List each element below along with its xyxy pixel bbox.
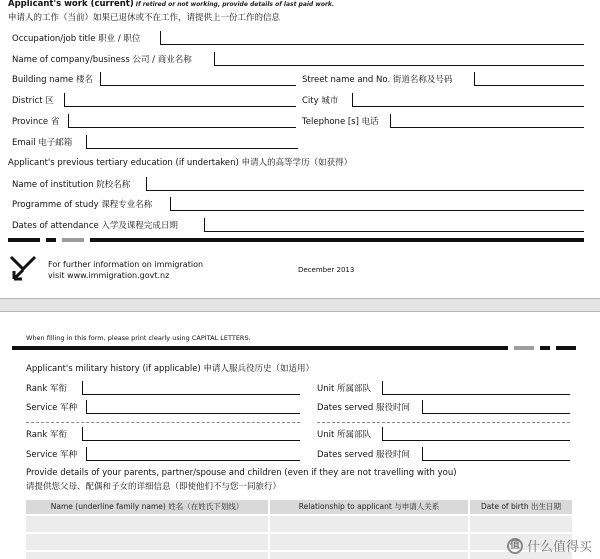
province-label: Province 省 xyxy=(12,117,60,127)
programme-label: Programme of study 课程专业名称 xyxy=(12,200,153,210)
table-row xyxy=(26,516,572,532)
divider-bar xyxy=(46,238,56,242)
military-heading: Applicant's military history (if applicable) 申请人服兵役历史（如适用） xyxy=(26,364,314,374)
rank-label: Rank 军衔 xyxy=(26,430,67,440)
company-label: Name of company/business 公司 / 商业名称 xyxy=(12,55,192,65)
relationship-cell[interactable] xyxy=(270,516,470,532)
table-row xyxy=(26,552,572,559)
family-heading-zh: 请提供您父母、配偶和子女的详细信息（即使他们不与您一同旅行） xyxy=(26,482,282,492)
column-header-dob: Date of birth 出生日期 xyxy=(481,502,561,511)
occupation-label: Occupation/job title 职业 / 职位 xyxy=(12,34,141,44)
province-field[interactable] xyxy=(68,114,296,128)
form-date: December 2013 xyxy=(298,266,355,274)
dob-cell[interactable] xyxy=(470,516,572,532)
watermark-text: 什么值得买 xyxy=(526,540,592,555)
city-label: City 城市 xyxy=(302,96,339,106)
attendance-label: Dates of attendance 入学及课程完成日期 xyxy=(12,221,178,231)
district-field[interactable] xyxy=(64,93,296,107)
unit-field[interactable] xyxy=(382,381,570,395)
rank-label: Rank 军衔 xyxy=(26,384,67,394)
service-label: Service 军种 xyxy=(26,403,78,413)
occupation-field[interactable] xyxy=(160,31,584,45)
building-label: Building name 楼名 xyxy=(12,75,93,85)
page-separator xyxy=(0,298,600,312)
street-label: Street name and No. 街道名称及号码 xyxy=(302,75,453,85)
name-cell[interactable] xyxy=(26,516,270,532)
attendance-field[interactable] xyxy=(204,218,584,232)
institution-label: Name of institution 院校名称 xyxy=(12,180,131,190)
dates-served-label: Dates served 服役时间 xyxy=(317,403,410,413)
name-cell[interactable] xyxy=(26,552,270,559)
service-field[interactable] xyxy=(86,400,300,414)
divider-bar xyxy=(8,238,40,242)
unit-label: Unit 所属部队 xyxy=(317,430,372,440)
divider-bar xyxy=(514,346,534,350)
building-field[interactable] xyxy=(100,72,296,86)
city-field[interactable] xyxy=(352,93,584,107)
family-heading: Provide details of your parents, partner/spouse and children (even if they are not travelling with you) xyxy=(26,468,457,478)
table-row xyxy=(26,534,572,550)
unit-label: Unit 所属部队 xyxy=(317,384,372,394)
relationship-cell[interactable] xyxy=(270,552,470,559)
watermark xyxy=(507,536,592,555)
work-heading: Applicant's work (current) If retired or not working, provide details of last paid work. xyxy=(8,0,335,9)
watermark-logo-icon: 值 xyxy=(507,538,523,554)
column-header-name: Name (underline family name) 姓名（在姓氏下划线） xyxy=(26,500,270,514)
email-field[interactable] xyxy=(86,135,298,149)
divider-bar xyxy=(62,238,84,242)
institution-field[interactable] xyxy=(146,177,584,191)
rank-field[interactable] xyxy=(82,427,300,441)
email-label: Email 电子邮箱 xyxy=(12,138,73,148)
service-field[interactable] xyxy=(86,447,300,461)
programme-field[interactable] xyxy=(170,197,584,211)
divider-bar xyxy=(540,346,550,350)
divider-bar xyxy=(556,346,576,350)
name-cell[interactable] xyxy=(26,534,270,550)
column-header-relationship: Relationship to applicant 与申请人关系 xyxy=(270,500,470,514)
immigration-nz-logo-icon xyxy=(8,254,38,282)
dates-served-label: Dates served 服役时间 xyxy=(317,450,410,460)
telephone-field[interactable] xyxy=(390,114,584,128)
info-line-1: For further information on immigration xyxy=(48,260,204,269)
dates-served-field[interactable] xyxy=(422,400,570,414)
form-page-2 xyxy=(0,312,600,559)
telephone-label: Telephone [s] 电话 xyxy=(302,117,379,127)
work-heading-zh: 申请人的工作（当前）如果已退休或不在工作，请提供上一份工作的信息 xyxy=(8,13,281,23)
rank-field[interactable] xyxy=(82,381,300,395)
block-separator xyxy=(317,422,570,423)
info-line-2: visit www.immigration.govt.nz xyxy=(48,271,170,280)
education-heading: Applicant's previous tertiary education (if undertaken) 申请人的高等学历（如获得） xyxy=(8,158,353,168)
family-table-header xyxy=(26,500,572,514)
instruction-text: When filling in this form, please print clearly using CAPITAL LETTERS. xyxy=(26,334,251,342)
street-field[interactable] xyxy=(474,72,584,86)
district-label: District 区 xyxy=(12,96,54,106)
service-label: Service 军种 xyxy=(26,450,78,460)
dates-served-field[interactable] xyxy=(422,447,570,461)
company-field[interactable] xyxy=(214,52,584,66)
relationship-cell[interactable] xyxy=(270,534,470,550)
block-separator xyxy=(26,422,300,423)
divider-bar xyxy=(90,238,584,242)
unit-field[interactable] xyxy=(382,427,570,441)
divider-bar xyxy=(12,346,508,350)
